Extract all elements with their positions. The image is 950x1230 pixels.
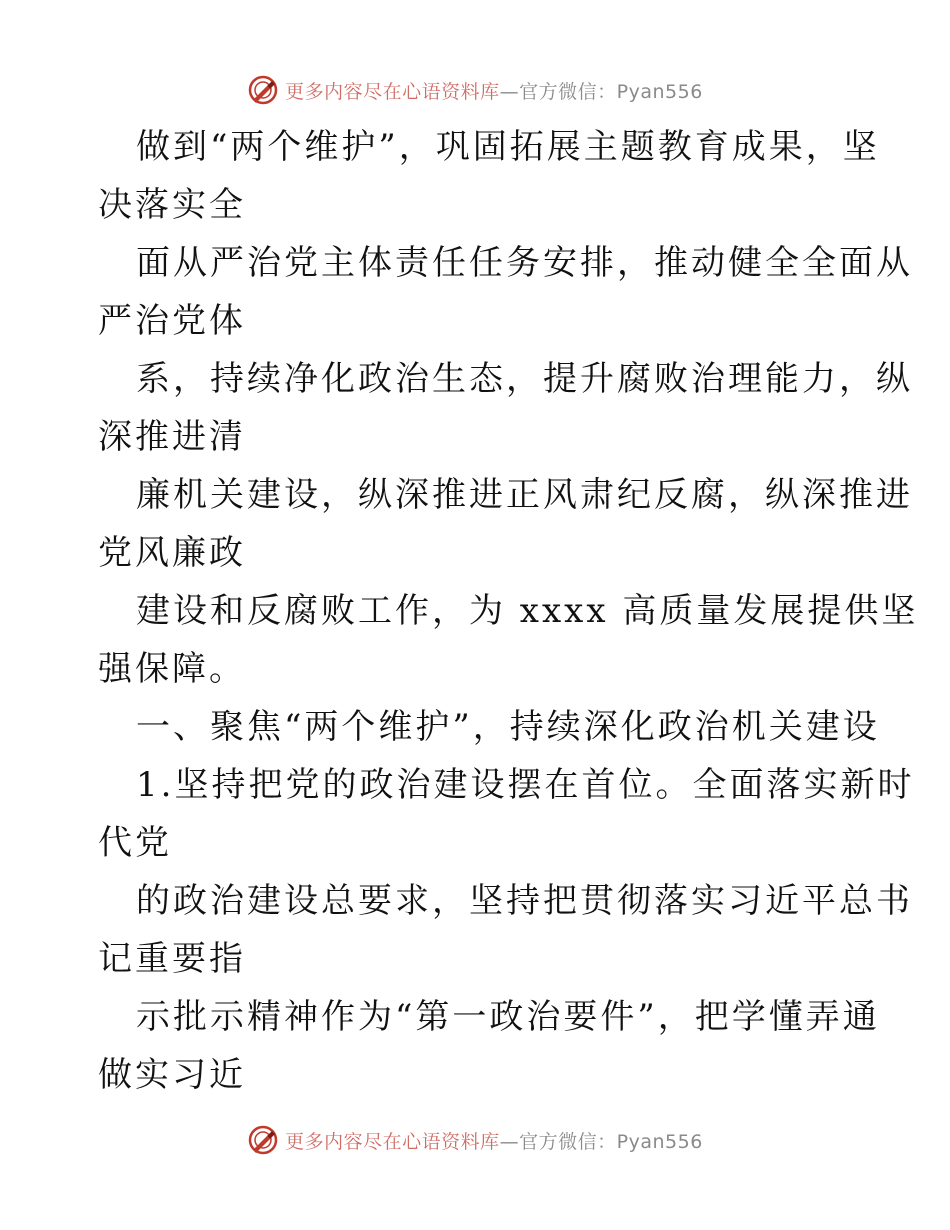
text-line: 示批示精神作为“第一政治要件”，把学懂弄通 [136,997,880,1037]
text-line: 面从严治党主体责任任务安排，推动健全全面从 [136,243,913,283]
text-line: 的政治建设总要求，坚持把贯彻落实习近平总书 [136,881,913,921]
text-line: 建设和反腐败工作，为 xxxx 高质量发展提供坚 [136,591,919,631]
text-line: 1.坚持把党的政治建设摆在首位。全面落实新时 [136,765,915,805]
watermark-contact: 官方微信：Pyan556 [519,1130,703,1153]
text-line: 党风廉政 [98,533,246,573]
watermark-brand: 更多内容尽在心语资料库 [285,80,500,103]
footer-watermark [0,1120,950,1160]
text-line: 做到“两个维护”，巩固拓展主题教育成果，坚 [136,127,880,167]
watermark-contact: 官方微信：Pyan556 [519,80,703,103]
text-line: 强保障。 [98,649,246,689]
document-body [98,118,919,1104]
text-line: 深推进清 [98,417,246,457]
text-line: 廉机关建设，纵深推进正风肃纪反腐，纵深推进 [136,475,913,515]
watermark-text [285,77,703,104]
text-line: 代党 [98,823,172,863]
text-line: 严治党体 [98,301,246,341]
watermark-text [285,1127,703,1154]
text-line: 决落实全 [98,185,246,225]
text-line: 系，持续净化政治生态，提升腐败治理能力，纵 [136,359,913,399]
text-line: 记重要指 [98,939,246,979]
pen-logo-icon [247,74,279,106]
pen-logo-icon [247,1124,279,1156]
header-watermark [0,70,950,110]
watermark-separator: — [499,80,520,103]
watermark-separator: — [499,1130,520,1153]
watermark-brand: 更多内容尽在心语资料库 [285,1130,500,1153]
text-line: 做实习近 [98,1055,246,1095]
section-heading: 一、聚焦“两个维护”，持续深化政治机关建设 [136,707,880,747]
